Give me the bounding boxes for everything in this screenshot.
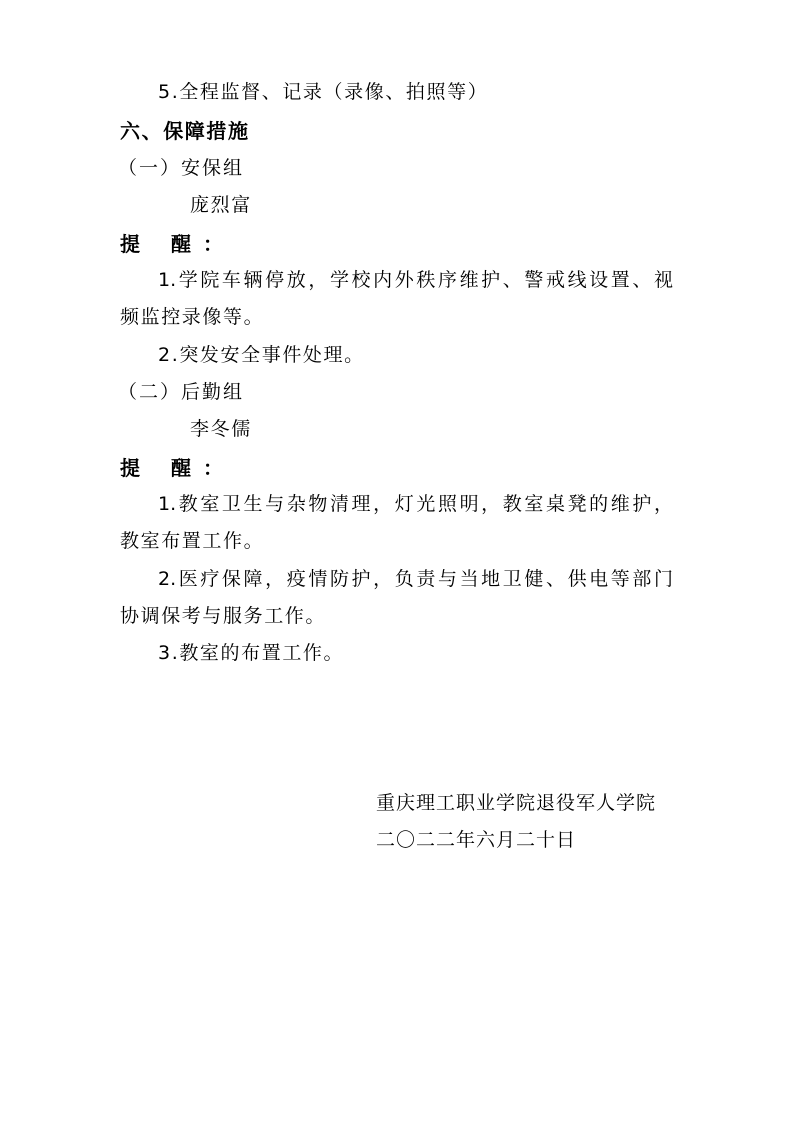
security-item-1-line-2: 频监控录像等。 [120, 306, 265, 328]
logistics-item-3: 3.教室的布置工作。 [158, 642, 345, 664]
logistics-item-2-line-2: 协调保考与服务工作。 [120, 605, 327, 627]
security-group-person: 庞烈富 [190, 194, 252, 216]
signature-organization: 重庆理工职业学院退役军人学院 [376, 792, 657, 814]
logistics-group-heading: （二）后勤组 [118, 381, 245, 403]
security-reminder-label: 提 醒： [120, 232, 235, 256]
security-item-1-line-1: 1.学院车辆停放，学校内外秩序维护、警戒线设置、视 [158, 269, 673, 291]
logistics-item-1-line-1: 1.教室卫生与杂物清理，灯光照明，教室桌凳的维护， [158, 493, 673, 515]
logistics-item-1-line-2: 教室布置工作。 [120, 530, 265, 552]
security-item-2: 2.突发安全事件处理。 [158, 344, 365, 366]
item-5: 5.全程监督、记录（录像、拍照等） [158, 81, 489, 103]
section-6-title: 六、保障措施 [120, 119, 250, 143]
security-group-heading: （一）安保组 [118, 157, 245, 179]
logistics-reminder-label: 提 醒： [120, 456, 235, 480]
signature-date: 二〇二二年六月二十日 [376, 829, 577, 851]
logistics-group-person: 李冬儒 [190, 418, 252, 440]
logistics-item-2-line-1: 2.医疗保障，疫情防护，负责与当地卫健、供电等部门 [158, 568, 673, 590]
